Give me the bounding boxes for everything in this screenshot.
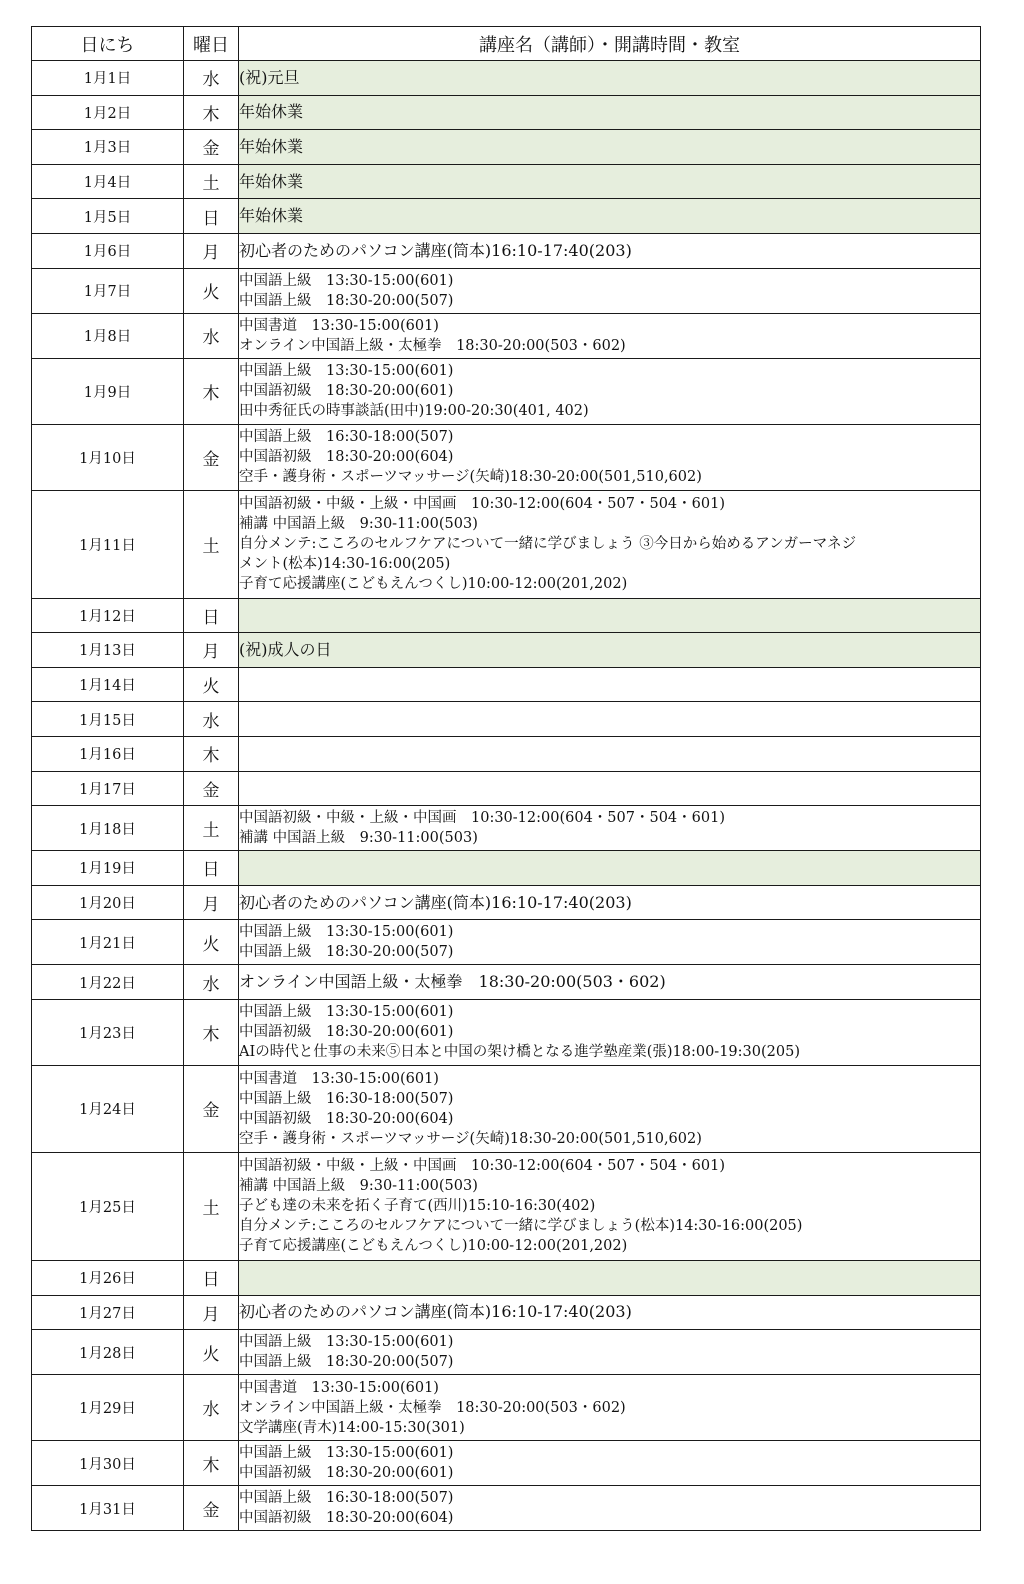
- table-row: [32, 424, 981, 490]
- course-line: 空手・護身術・スポーツマッサージ(矢崎)18:30-20:00(501,510,602): [239, 1130, 702, 1147]
- date-cell: 1月29日: [32, 1375, 184, 1441]
- course-cell: [239, 490, 981, 598]
- course-cell: [239, 1152, 981, 1260]
- course-line: 中国語初級・中級・上級・中国画 10:30-12:00(604・507・504・601): [239, 810, 725, 827]
- course-cell-holiday: [239, 130, 981, 165]
- weekday-cell: 水: [184, 61, 239, 96]
- table-row: [32, 851, 981, 886]
- course-line: 中国語上級 13:30-15:00(601): [239, 1334, 454, 1351]
- weekday-cell: 金: [184, 1065, 239, 1152]
- table-row: [32, 95, 981, 130]
- table-row: [32, 358, 981, 424]
- weekday-cell: 水: [184, 702, 239, 737]
- weekday-cell: 木: [184, 358, 239, 424]
- date-cell: 1月28日: [32, 1330, 184, 1375]
- table-row: [32, 313, 981, 358]
- table-row: [32, 1375, 981, 1441]
- weekday-cell: 水: [184, 965, 239, 1000]
- weekday-cell: 金: [184, 771, 239, 806]
- course-line: 中国語初級 18:30-20:00(601): [239, 1465, 454, 1482]
- course-line: 年始休業: [239, 102, 304, 122]
- course-line: 中国語上級 18:30-20:00(507): [239, 292, 454, 309]
- table-row: [32, 164, 981, 199]
- table-row: [32, 1295, 981, 1330]
- course-line: 子育て応援講座(こどもえんつくし)10:00-12:00(201,202): [239, 576, 628, 593]
- weekday-cell: 月: [184, 1295, 239, 1330]
- table-row: [32, 1152, 981, 1260]
- course-line: 空手・護身術・スポーツマッサージ(矢崎)18:30-20:00(501,510,602): [239, 469, 702, 486]
- table-row: [32, 965, 981, 1000]
- date-cell: 1月24日: [32, 1065, 184, 1152]
- header-date: 日にち: [32, 27, 184, 61]
- course-line: 中国語上級 13:30-15:00(601): [239, 1004, 454, 1021]
- weekday-cell: 金: [184, 424, 239, 490]
- weekday-cell: 木: [184, 999, 239, 1065]
- course-cell: [239, 424, 981, 490]
- schedule-table: [31, 26, 981, 1531]
- weekday-cell: 日: [184, 598, 239, 633]
- table-row: [32, 1330, 981, 1375]
- table-row: [32, 633, 981, 668]
- table-row: [32, 885, 981, 920]
- date-cell: 1月14日: [32, 667, 184, 702]
- course-line: 中国語初級 18:30-20:00(604): [239, 1110, 454, 1127]
- course-line: 自分メンテ:こころのセルフケアについて一緒に学びましょう(松本)14:30-16:00(205): [239, 1218, 803, 1235]
- course-cell: [239, 1375, 981, 1441]
- date-cell: 1月11日: [32, 490, 184, 598]
- weekday-cell: 日: [184, 1260, 239, 1295]
- date-cell: 1月15日: [32, 702, 184, 737]
- weekday-cell: 日: [184, 199, 239, 234]
- course-line: 中国語上級 13:30-15:00(601): [239, 363, 454, 380]
- course-line: 年始休業: [239, 171, 304, 191]
- weekday-cell: 水: [184, 1375, 239, 1441]
- course-line: 年始休業: [239, 136, 304, 156]
- date-cell: 1月20日: [32, 885, 184, 920]
- table-row: [32, 130, 981, 165]
- table-row: [32, 598, 981, 633]
- course-cell: [239, 920, 981, 965]
- table-row: [32, 771, 981, 806]
- course-line: 中国書道 13:30-15:00(601): [239, 1379, 439, 1396]
- course-cell: [239, 268, 981, 313]
- course-line: 中国語上級 16:30-18:00(507): [239, 1490, 454, 1507]
- course-cell: [239, 806, 981, 851]
- weekday-cell: 火: [184, 920, 239, 965]
- weekday-cell: 木: [184, 1441, 239, 1486]
- table-row: [32, 667, 981, 702]
- course-line: 中国語初級 18:30-20:00(601): [239, 383, 454, 400]
- course-line: オンライン中国語上級・太極拳 18:30-20:00(503・602): [239, 1399, 626, 1416]
- date-cell: 1月7日: [32, 268, 184, 313]
- course-line: 補講 中国語上級 9:30-11:00(503): [239, 516, 478, 533]
- course-cell: [239, 771, 981, 806]
- course-cell: [239, 1441, 981, 1486]
- date-cell: 1月18日: [32, 806, 184, 851]
- weekday-cell: 月: [184, 633, 239, 668]
- course-cell: [239, 1330, 981, 1375]
- course-line: オンライン中国語上級・太極拳 18:30-20:00(503・602): [239, 337, 626, 354]
- table-row: [32, 920, 981, 965]
- weekday-cell: 土: [184, 490, 239, 598]
- course-cell-holiday: [239, 164, 981, 199]
- course-line: 初心者のためのパソコン講座(筒本)16:10-17:40(203): [239, 892, 632, 912]
- course-cell-holiday: [239, 598, 981, 633]
- course-cell: [239, 1065, 981, 1152]
- date-cell: 1月26日: [32, 1260, 184, 1295]
- course-cell: [239, 965, 981, 1000]
- date-cell: 1月23日: [32, 999, 184, 1065]
- course-line: 子育て応援講座(こどもえんつくし)10:00-12:00(201,202): [239, 1238, 628, 1255]
- course-cell: [239, 702, 981, 737]
- header-course: 講座名（講師）・開講時間・教室: [239, 27, 981, 61]
- course-cell-holiday: [239, 633, 981, 668]
- course-line: 中国語初級 18:30-20:00(604): [239, 449, 454, 466]
- course-line: 中国語上級 18:30-20:00(507): [239, 944, 454, 961]
- course-line: (祝)成人の日: [239, 639, 332, 659]
- date-cell: 1月21日: [32, 920, 184, 965]
- weekday-cell: 金: [184, 130, 239, 165]
- course-line: 初心者のためのパソコン講座(筒本)16:10-17:40(203): [239, 240, 632, 260]
- date-cell: 1月4日: [32, 164, 184, 199]
- course-cell: [239, 358, 981, 424]
- date-cell: 1月22日: [32, 965, 184, 1000]
- table-row: [32, 736, 981, 771]
- weekday-cell: 火: [184, 667, 239, 702]
- table-row: [32, 806, 981, 851]
- table-row: [32, 1486, 981, 1531]
- course-line: 中国語上級 13:30-15:00(601): [239, 1445, 454, 1462]
- course-line: 中国語初級 18:30-20:00(604): [239, 1510, 454, 1527]
- course-line: 初心者のためのパソコン講座(筒本)16:10-17:40(203): [239, 1302, 632, 1322]
- weekday-cell: 日: [184, 851, 239, 886]
- table-row: [32, 1441, 981, 1486]
- course-cell: [239, 1486, 981, 1531]
- table-row: [32, 61, 981, 96]
- date-cell: 1月27日: [32, 1295, 184, 1330]
- table-row: [32, 702, 981, 737]
- course-line: 中国語上級 16:30-18:00(507): [239, 429, 454, 446]
- course-cell: [239, 313, 981, 358]
- table-body: [32, 61, 981, 1531]
- course-cell-holiday: [239, 199, 981, 234]
- table-row: [32, 999, 981, 1065]
- weekday-cell: 土: [184, 164, 239, 199]
- weekday-cell: 月: [184, 885, 239, 920]
- course-cell: [239, 233, 981, 268]
- date-cell: 1月2日: [32, 95, 184, 130]
- date-cell: 1月1日: [32, 61, 184, 96]
- header-row: [32, 27, 981, 61]
- date-cell: 1月17日: [32, 771, 184, 806]
- course-cell: [239, 667, 981, 702]
- course-cell-holiday: [239, 851, 981, 886]
- course-line: 中国書道 13:30-15:00(601): [239, 317, 439, 334]
- course-line: 中国語上級 13:30-15:00(601): [239, 924, 454, 941]
- date-cell: 1月25日: [32, 1152, 184, 1260]
- course-cell: [239, 885, 981, 920]
- course-line: 年始休業: [239, 206, 304, 226]
- date-cell: 1月30日: [32, 1441, 184, 1486]
- table-row: [32, 1260, 981, 1295]
- table-row: [32, 490, 981, 598]
- course-line: 中国語初級・中級・上級・中国画 10:30-12:00(604・507・504・601): [239, 1158, 725, 1175]
- weekday-cell: 月: [184, 233, 239, 268]
- course-cell: [239, 999, 981, 1065]
- date-cell: 1月3日: [32, 130, 184, 165]
- course-line: AIの時代と仕事の未来⑤日本と中国の架け橋となる進学塾産業(張)18:00-19:30(205): [239, 1044, 800, 1061]
- course-line: 補講 中国語上級 9:30-11:00(503): [239, 830, 478, 847]
- weekday-cell: 木: [184, 736, 239, 771]
- weekday-cell: 金: [184, 1486, 239, 1531]
- course-line: 中国語初級 18:30-20:00(601): [239, 1024, 454, 1041]
- course-line: 子ども達の未来を拓く子育て(西川)15:10-16:30(402): [239, 1198, 596, 1215]
- course-cell: [239, 736, 981, 771]
- table-row: [32, 268, 981, 313]
- date-cell: 1月12日: [32, 598, 184, 633]
- weekday-cell: 土: [184, 1152, 239, 1260]
- course-line: 自分メンテ:こころのセルフケアについて一緒に学びましょう ③今日から始めるアンガーマネジ: [239, 536, 857, 553]
- course-line: オンライン中国語上級・太極拳 18:30-20:00(503・602): [239, 972, 666, 992]
- table-row: [32, 1065, 981, 1152]
- date-cell: 1月10日: [32, 424, 184, 490]
- course-line: メント(松本)14:30-16:00(205): [239, 556, 451, 573]
- date-cell: 1月5日: [32, 199, 184, 234]
- weekday-cell: 火: [184, 268, 239, 313]
- date-cell: 1月6日: [32, 233, 184, 268]
- course-line: 中国語上級 18:30-20:00(507): [239, 1354, 454, 1371]
- course-line: 文学講座(青木)14:00-15:30(301): [239, 1419, 465, 1436]
- date-cell: 1月16日: [32, 736, 184, 771]
- course-line: 中国書道 13:30-15:00(601): [239, 1070, 439, 1087]
- weekday-cell: 木: [184, 95, 239, 130]
- date-cell: 1月13日: [32, 633, 184, 668]
- course-line: 中国語上級 13:30-15:00(601): [239, 272, 454, 289]
- course-line: 田中秀征氏の時事談話(田中)19:00-20:30(401, 402): [239, 403, 589, 420]
- weekday-cell: 土: [184, 806, 239, 851]
- course-cell-holiday: [239, 1260, 981, 1295]
- course-cell: [239, 1295, 981, 1330]
- table-row: [32, 199, 981, 234]
- date-cell: 1月31日: [32, 1486, 184, 1531]
- course-line: 中国語初級・中級・上級・中国画 10:30-12:00(604・507・504・601): [239, 496, 725, 513]
- header-day: 曜日: [184, 27, 239, 61]
- course-line: 中国語上級 16:30-18:00(507): [239, 1090, 454, 1107]
- course-line: (祝)元旦: [239, 67, 300, 87]
- course-cell-holiday: [239, 61, 981, 96]
- table-header: [32, 27, 981, 61]
- date-cell: 1月9日: [32, 358, 184, 424]
- course-cell-holiday: [239, 95, 981, 130]
- course-line: 補講 中国語上級 9:30-11:00(503): [239, 1178, 478, 1195]
- weekday-cell: 水: [184, 313, 239, 358]
- date-cell: 1月8日: [32, 313, 184, 358]
- weekday-cell: 火: [184, 1330, 239, 1375]
- table-row: [32, 233, 981, 268]
- date-cell: 1月19日: [32, 851, 184, 886]
